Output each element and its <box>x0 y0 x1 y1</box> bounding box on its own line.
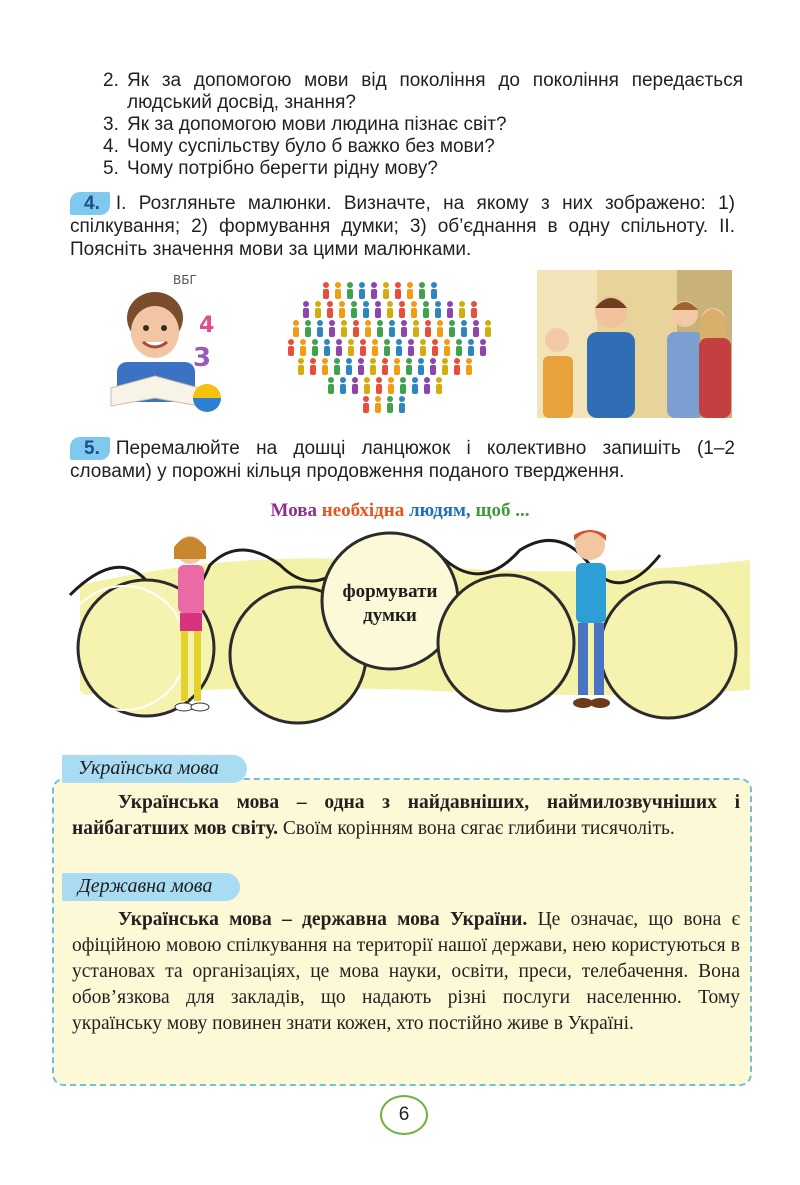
person-figure <box>310 358 316 375</box>
person-figure <box>363 396 369 413</box>
person-figure <box>312 339 318 356</box>
person-figure <box>399 301 405 318</box>
person-figure <box>401 320 407 337</box>
person-figure <box>298 358 304 375</box>
question-number: 2. <box>103 70 119 91</box>
person-figure <box>466 358 472 375</box>
question-item <box>103 158 743 180</box>
info-paragraph-1 <box>72 790 740 842</box>
person-figure <box>413 320 419 337</box>
person-figure <box>447 301 453 318</box>
person-figure <box>339 301 345 318</box>
person-figure <box>412 377 418 394</box>
person-figure <box>352 377 358 394</box>
person-figure <box>420 339 426 356</box>
person-figure <box>315 301 321 318</box>
person-figure <box>480 339 486 356</box>
task-4 <box>70 192 735 261</box>
empty-ring <box>600 582 736 718</box>
person-figure <box>317 320 323 337</box>
task-5 <box>70 437 735 483</box>
person-figure <box>396 339 402 356</box>
person-figure <box>341 320 347 337</box>
person-figure <box>364 377 370 394</box>
person-figure <box>423 301 429 318</box>
section-tag-state-language: Державна мова <box>62 873 240 901</box>
person-figure <box>336 339 342 356</box>
person-figure <box>406 358 412 375</box>
person-figure <box>329 320 335 337</box>
person-figure <box>359 282 365 299</box>
question-item <box>103 114 743 136</box>
person-figure <box>376 377 382 394</box>
person-figure <box>468 339 474 356</box>
person-figure <box>348 339 354 356</box>
person-figure <box>435 301 441 318</box>
person-figure <box>300 339 306 356</box>
person-figure <box>382 358 388 375</box>
question-text: Чому потрібно берегти рідну мову? <box>127 158 438 179</box>
person-figure <box>411 301 417 318</box>
person-figure <box>473 320 479 337</box>
person-figure <box>358 358 364 375</box>
person-figure <box>375 301 381 318</box>
boy-reading-image <box>103 270 223 418</box>
person-figure <box>384 339 390 356</box>
heading-word: необхідна <box>321 500 405 521</box>
person-figure <box>430 358 436 375</box>
people-map-image <box>282 270 500 418</box>
info-paragraph-2 <box>72 907 740 1037</box>
person-figure <box>400 377 406 394</box>
person-figure <box>456 339 462 356</box>
person-figure <box>305 320 311 337</box>
person-figure <box>324 339 330 356</box>
person-figure <box>394 358 400 375</box>
question-number: 4. <box>103 136 119 157</box>
person-figure <box>431 282 437 299</box>
person-figure <box>387 396 393 413</box>
question-text: Як за допомогою мови від покоління до покоління передається людський досвід, знання? <box>127 70 743 113</box>
person-figure <box>419 282 425 299</box>
person-figure <box>360 339 366 356</box>
person-figure <box>372 339 378 356</box>
person-figure <box>370 358 376 375</box>
info-paragraph-1-bold: Українська мова – одна з найдавніших, наймилозвучніших і найбагатших мов світу. <box>72 792 740 839</box>
section-tag-ukrainian-language: Українська мова <box>62 755 247 783</box>
person-figure <box>346 358 352 375</box>
person-figure <box>395 282 401 299</box>
page-number: 6 <box>380 1095 428 1135</box>
person-figure <box>432 339 438 356</box>
person-figure <box>389 320 395 337</box>
question-item <box>103 136 743 158</box>
person-figure <box>485 320 491 337</box>
person-figure <box>347 282 353 299</box>
person-figure <box>288 339 294 356</box>
person-figure <box>449 320 455 337</box>
person-figure <box>353 320 359 337</box>
person-figure <box>408 339 414 356</box>
person-figure <box>459 301 465 318</box>
person-figure <box>399 396 405 413</box>
person-figure <box>351 301 357 318</box>
question-text: Чому суспільству було б важко без мови? <box>127 136 495 157</box>
person-figure <box>454 358 460 375</box>
person-figure <box>425 320 431 337</box>
person-figure <box>388 377 394 394</box>
person-figure <box>293 320 299 337</box>
person-figure <box>418 358 424 375</box>
svg-text:3: 3 <box>193 343 212 373</box>
person-figure <box>471 301 477 318</box>
ring-chain-illustration <box>60 525 750 725</box>
question-number: 5. <box>103 158 119 179</box>
person-figure <box>371 282 377 299</box>
person-figure <box>383 282 389 299</box>
heading-word: щоб ... <box>475 500 530 521</box>
person-figure <box>436 377 442 394</box>
info-paragraph-1-text: Своїм корінням вона сягає глибини тисячоліть. <box>278 818 675 839</box>
person-figure <box>377 320 383 337</box>
heading-word: людям, <box>409 500 471 521</box>
person-figure <box>424 377 430 394</box>
question-list <box>103 70 743 180</box>
task-4-text: І. Розгляньте малюнки. Визначте, на якому з них зображено: 1) спілкування; 2) формування думки; 3) об’єднання в одну спільноту. ІІ. Поясніть значення мови за цими малюнками. <box>70 193 735 260</box>
person-figure <box>437 320 443 337</box>
person-figure <box>407 282 413 299</box>
chain-heading <box>0 500 800 522</box>
question-number: 3. <box>103 114 119 135</box>
info-paragraph-2-text: Це означає, що вона є офіційною мовою спілкування на території нашої держави, нею користуються в установах та організаціях, це мова науки, освіти, преси, телебачення. Вона обов’язкова для закладів, що надають різні послуги населенню. Тому українську мову повинен знати кожен, хто постійно живе в Україні. <box>72 909 740 1034</box>
question-text: Як за допомогою мови людина пізнає світ? <box>127 114 507 135</box>
person-figure <box>387 301 393 318</box>
question-item <box>103 70 743 114</box>
person-figure <box>444 339 450 356</box>
task-number-badge: 5. <box>70 437 110 460</box>
svg-text:4: 4 <box>199 313 215 338</box>
person-figure <box>461 320 467 337</box>
empty-ring <box>438 575 574 711</box>
person-figure <box>442 358 448 375</box>
person-figure <box>334 358 340 375</box>
person-figure <box>328 377 334 394</box>
svg-text:ВБГ: ВБГ <box>173 273 197 287</box>
task-number-badge: 4. <box>70 192 110 215</box>
person-figure <box>365 320 371 337</box>
person-figure <box>363 301 369 318</box>
person-figure <box>303 301 309 318</box>
info-paragraph-2-bold: Українська мова – державна мова України. <box>118 909 528 930</box>
heading-word: Мова <box>270 500 317 521</box>
person-figure <box>323 282 329 299</box>
person-figure <box>375 396 381 413</box>
person-figure <box>322 358 328 375</box>
ring-text-line-2: думки <box>363 605 417 626</box>
task-5-text: Перемалюйте на дошці ланцюжок і колективно запишіть (1–2 словами) у порожні кільця продовження поданого твердження. <box>70 438 735 482</box>
children-talking-image <box>537 270 732 418</box>
person-figure <box>335 282 341 299</box>
person-figure <box>340 377 346 394</box>
ring-text-line-1: формувати <box>342 581 438 602</box>
person-figure <box>327 301 333 318</box>
